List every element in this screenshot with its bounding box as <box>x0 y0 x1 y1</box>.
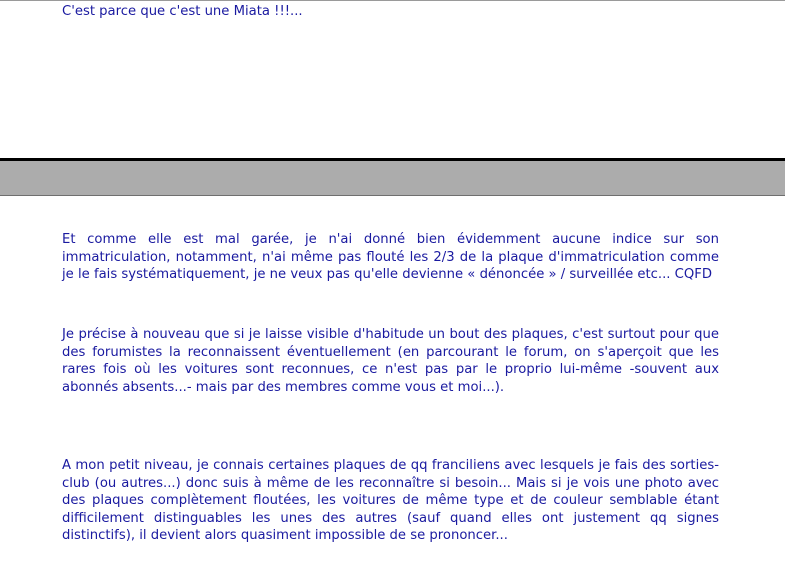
top-rule <box>0 0 785 1</box>
post-paragraph-1: Et comme elle est mal garée, je n'ai donné bien évidemment aucune indice sur son immatriculation, notamment, n'ai même pas flouté les 2/3 de la plaque d'immatriculation comme je le fais systématiquement, je ne veux pas qu'elle devienne « dénoncée » / surveillée etc... CQFD <box>62 232 719 283</box>
post-separator-bar <box>0 158 785 196</box>
post-text-first: C'est parce que c'est une Miata !!!... <box>62 4 303 19</box>
post-paragraph-2: Je précise à nouveau que si je laisse visible d'habitude un bout des plaques, c'est surtout pour que des forumistes la reconnaissent éventuellement (en parcourant le forum, on s'aperçoit que les rares fois où les voitures sont reconnues, ce n'est pas par le proprio lui-même -souvent aux abonnés absents...- mais par des membres comme vous et moi...). <box>62 327 719 395</box>
post-paragraph-3: A mon petit niveau, je connais certaines plaques de qq franciliens avec lesquels je fais des sorties-club (ou autres...) donc suis à même de les reconnaître si besoin... Mais si je vois une photo avec des plaques complètement floutées, les voitures de même type et de couleur semblable étant difficilement distinguables les unes des autres (sauf quand elles ont justement qq signes distinctifs), il devient alors quasiment impossible de se prononcer... <box>62 458 719 544</box>
